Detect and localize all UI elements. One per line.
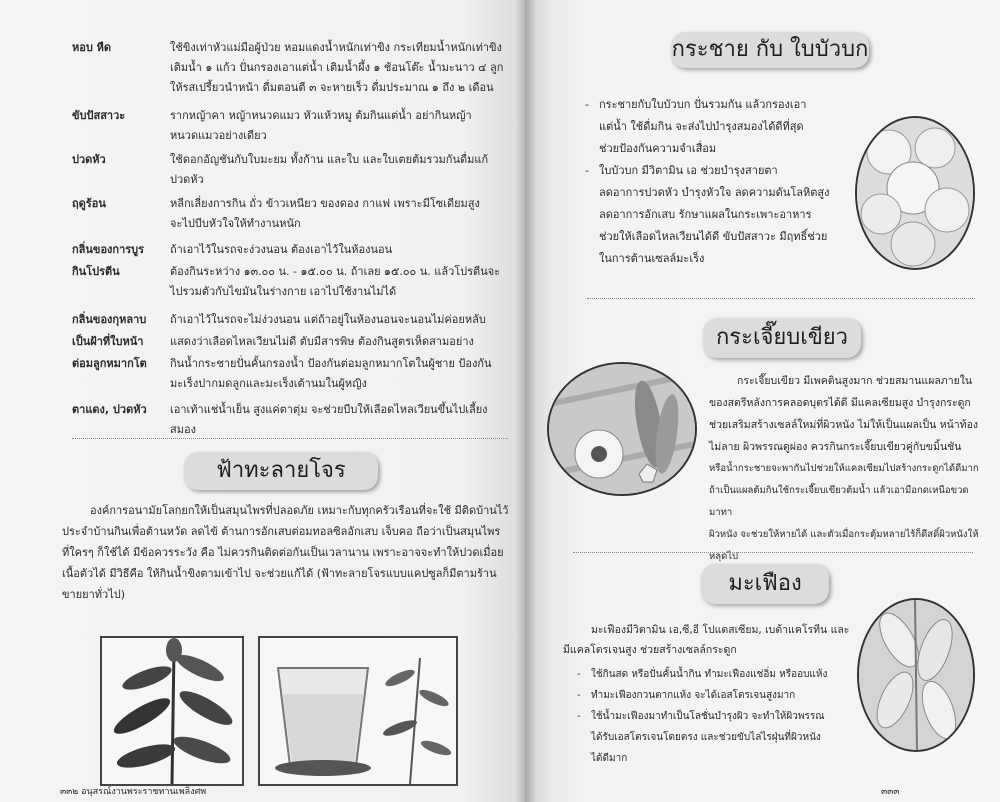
remedy-description: ใช้ขิงเท่าหัวแม่มือผู้ป่วย หอมแดงน้ำหนักเท่าขิง กระเทียมน้ำหนักเท่าขิง เติมน้ำ ๑ แก้ว ปั่นกรองเอาแต่น้ำ เติมน้ำผึ้ง ๑ ช้อนโต๊ะ น้ำมะนาว ๔ ลูก ให้รสเปรี้ยวนำหน้า ดื่มตอนตี ๓ จะหายเร็ว ดื่มประมาณ ๑ ถึง ๒ เดือน [170, 41, 504, 94]
okra-paragraph: กระเจี๊ยบเขียว มีเพคตินสูงมาก ช่วยสมานแผลภายใน ของสตรีหลังการคลอดบุตรได้ดี มีแคลเซียมสูง บำรุงกระดูก ช่วยเสริมสร้างเซลล์ใหม่ที่ผิวหนัง ไม่ให้เป็นแผลเป็น หน้าท้อง ไม่ลาย ผิวพรรณดูผ่อง ควรกินกระเจี๊ยบเขียวคู่กับขมิ้นชัน หรือน้ำกระชายจะพากันไปช่วยให้แคลเซียมไปสร้างกระดูกได้ดีมาก ถ้าเป็นแผลต้มกินใช้กระเจี๊ยบเขียวต้มน้ำ แล้วเอามือกดเหนือขวดมาทา ผิวหนัง จะช่วยให้หายได้ และตัวเมื่อกระตุ้มหลายไร้ก็ดีสดิ์ผิวหนังให้หลุดไป [709, 375, 979, 562]
dotted-divider [573, 552, 973, 553]
remedy-description: หลีกเลี่ยงการกิน ถั่ว ข้าวเหนียว ของดอง กาแฟ เพราะมีโซเดียมสูง จะไปบีบหัวใจให้ทำงานหนัก [170, 197, 480, 230]
remedy-row [72, 38, 512, 98]
section-title-okra: กระเจี๊ยบเขียว [703, 318, 861, 358]
list-item: - ทำมะเฟืองกวนตากแห้ง จะได้เอสโตรเจนสูงมาก [577, 685, 867, 706]
list-item: - กระชายกับใบบัวบก ปั่นรวมกัน แล้วกรองเอา แต่น้ำ ใช้ดื่มกิน จะส่งไปบำรุงสมองได้ดีที่สุด ช่วยป้องกันความจำเสื่อม [585, 94, 851, 160]
list-item: - ใบบัวบก มีวิตามิน เอ ช่วยบำรุงสายตา ลดอาการปวดหัว บำรุงหัวใจ ลดความดันโลหิตสูง ลดอาการอักเสบ รักษาแผลในกระเพาะอาหาร ช่วยให้เลือดไหลเวียนได้ดี ขับปัสสาวะ มีฤทธิ์ช่วย ในการต้านเซลล์มะเร็ง [585, 160, 851, 270]
starfruit-leaves [859, 600, 973, 750]
remedy-term: ต่อมลูกหมากโต [72, 357, 147, 370]
starfruit-bullet-list [577, 664, 867, 769]
remedy-term: หอบ หืด [72, 41, 112, 54]
remedy-term: ตาแดง, ปวดหัว [72, 403, 147, 416]
remedy-description: เอาเท้าแช่น้ำเย็น สูงแค่ตาตุ่ม จะช่วยบีบให้เลือดไหลเวียนขึ้นไปเลี้ยงสมอง [170, 403, 488, 436]
starfruit-photo [857, 598, 975, 752]
remedy-description: ถ้าเอาไว้ในรถจะไม่ง่วงนอน แต่ถ้าอยู่ในห้องนอนจะนอนไม่ค่อยหลับ [170, 313, 486, 326]
starfruit-intro: มะเฟืองมีวิตามิน เอ,ซี,อี โปแตสเซียม, เบต้าแคโรทีน และ มีแคลโตรเจนสูง ช่วยสร้างเซลล์กระดูก [563, 624, 850, 656]
list-item: - ใช้น้ำมะเฟืองมาทำเป็นโลชั่นบำรุงผิว จะทำให้ผิวพรรณ ได้รับเอสโตรเจนโดยตรง และช่วยขับไล่ไรฝุ่นที่ผิวหนัง ได้ดีมาก [577, 706, 867, 769]
section-title-krachai: กระชาย กับ ใบบัวบก [671, 32, 869, 68]
plant-illustration [102, 638, 242, 784]
remedy-description: กินน้ำกระชายปั่นคั้นกรองน้ำ ป้องกันต่อมลูกหมากโตในผู้ชาย ป้องกัน มะเร็งปากมดลูกและมะเร็งเต้านมในผู้หญิง [170, 357, 492, 390]
list-item: - ใช้กินสด หรือปั่นคั้นน้ำกิน ทำมะเฟืองแช่อิ่ม หรืออบแห้ง [577, 664, 867, 685]
remedy-term: กินโปรตีน [72, 265, 120, 278]
remedy-description: ต้องกินระหว่าง ๑๓.๐๐ น. - ๑๕.๐๐ น. ถ้าเลย ๑๕.๐๐ น. แล้วโปรตีนจะ ไปรวมตัวกับไขมันในร่างกาย เอาไปใช้งานไม่ได้ [170, 265, 501, 298]
remedy-term: ปวดหัว [72, 153, 106, 166]
remedy-term: เป็นฝ้าที่ใบหน้า [72, 335, 144, 348]
andrographis-drink-photo [258, 636, 458, 786]
andrographis-paragraph: องค์การอนามัยโลกยกให้เป็นสมุนไพรที่ปลอดภัย เหมาะกับทุกครัวเรือนที่จะใช้ มีติดบ้านไว้ ประจำบ้านกินเพื่อต้านหวัด ลดไข้ ต้านการอักเสบต่อมทอลซิลอักเสบ เจ็บคอ ถือว่าเป็นสมุนไพร ที่ใครๆ ก็ใช้ได้ มีข้อควรระวัง คือ ไม่ควรกินติดต่อกันเป็นเวลานาน เพราะอาจจะทำให้ปวดเมื่อย เนื้อตัวได้ มีวิธีคือ ให้กินน้ำขิงตามเข้าไป จะช่วยแก้ได้ (ฟ้าทะลายโจรแบบแคปซูลก็มีตามร้าน ขายยาทั่วไป) [62, 504, 509, 601]
gotu-kola-photo [855, 116, 975, 270]
dotted-divider [587, 298, 975, 299]
remedy-term: ฤดูร้อน [72, 197, 106, 210]
glass-illustration [260, 638, 456, 784]
remedy-term: กลิ่นของกุหลาบ [72, 313, 147, 326]
right-page [525, 0, 1000, 802]
krachai-bullet-list [585, 94, 851, 270]
left-page-footer: ๓๓๒ อนุสรณ์งานพระราชทานเพลิงศพ [60, 787, 207, 797]
okra-illustration [549, 364, 695, 494]
remedy-description: แสดงว่าเลือดไหลเวียนไม่ดี ตับมีสารพิษ ต้องกินสูตรเห็ดสามอย่าง [170, 335, 474, 348]
section-title-andrographis: ฟ้าทะลายโจร [184, 452, 378, 490]
dotted-divider [72, 438, 508, 439]
right-page-footer: ๓๓๓ [881, 787, 900, 797]
remedy-description: รากหญ้าคา หญ้าหนวดแมว หัวแห้วหมู ต้มกินแต่น้ำ อย่ากินหญ้า หนวดแมวอย่างเดียว [170, 109, 472, 142]
book-gutter-shadow [516, 0, 536, 802]
remedy-description: ถ้าเอาไว้ในรถจะง่วงนอน ต้องเอาไว้ในห้องนอน [170, 243, 393, 256]
remedy-description: ใช้ดอกอัญชันกับใบมะยม ทั้งก้าน และใบ และใบเตยต้มรวมกันดื่มแก้ ปวดหัว [170, 153, 489, 186]
gotu-kola-leaves [857, 118, 973, 268]
andrographis-plant-photo [100, 636, 244, 786]
remedy-term: กลิ่นของการบูร [72, 243, 145, 256]
section-title-starfruit: มะเฟือง [701, 564, 829, 604]
remedy-term: ขับปัสสาวะ [72, 109, 126, 122]
okra-photo [547, 362, 697, 496]
